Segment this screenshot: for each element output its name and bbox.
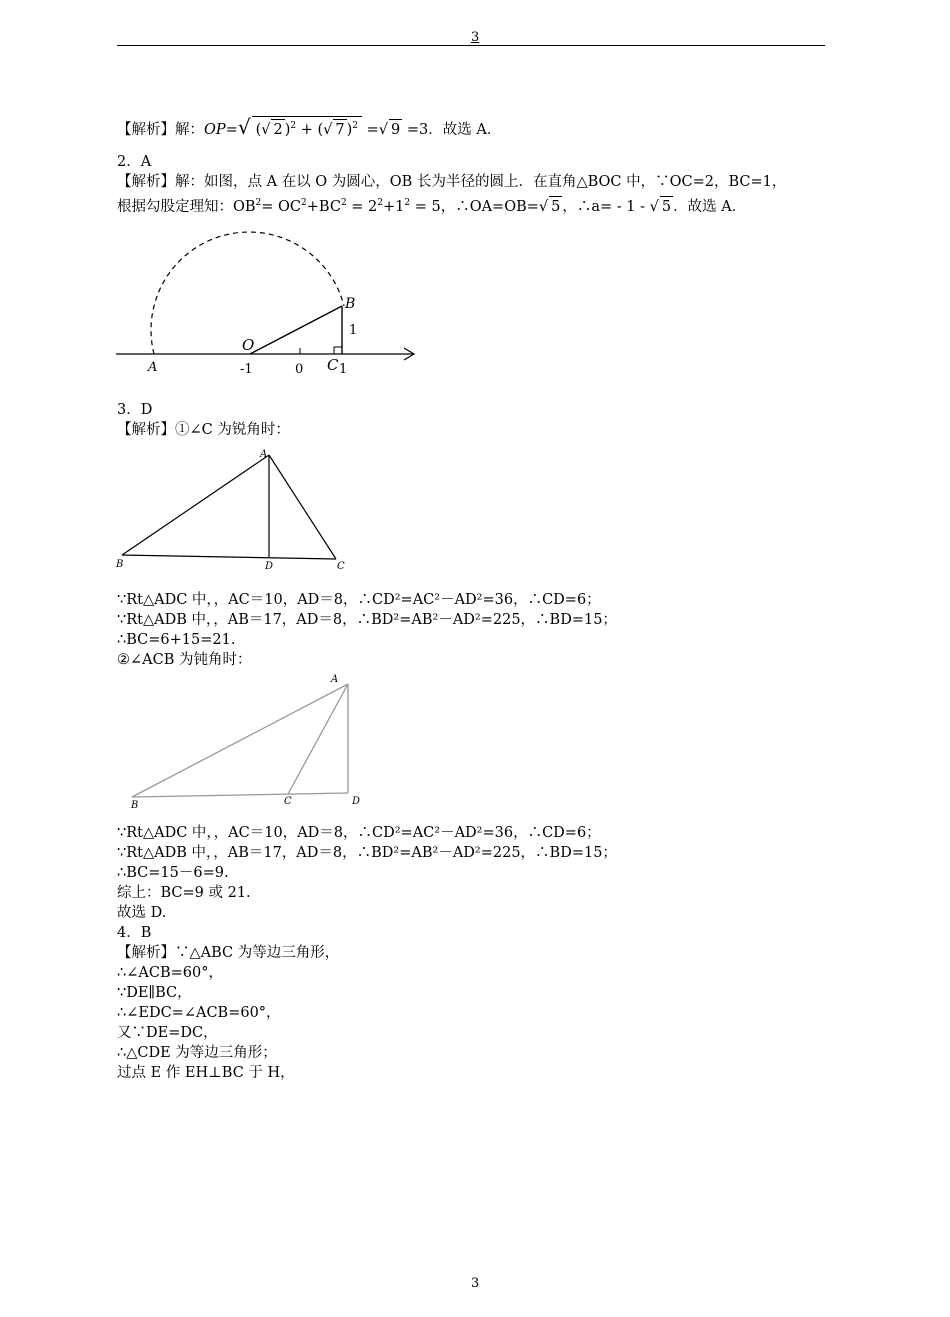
q3-c1-line2: ∵Rt△ADB 中，，AB＝17，AD＝8，∴BD²=AB²－AD²=225，∴BD=15；: [117, 612, 617, 628]
q1-op: OP: [204, 122, 226, 138]
q2-sq3: 2: [340, 198, 347, 209]
q3-answer: 故选 D.: [117, 905, 167, 921]
q1-seven: 7: [333, 119, 346, 140]
side-BC: [122, 555, 336, 559]
q2-l2-h: ，∴a= - 1 -: [562, 199, 650, 215]
side-AC: [269, 455, 336, 559]
q3-case2: ②∠ACB 为钝角时：: [117, 652, 252, 668]
segment-OB: [250, 306, 342, 354]
q3-c2-line3: ∴BC=15－6=9.: [117, 865, 229, 881]
q3-summary: 综上：BC=9 或 21.: [117, 885, 251, 901]
q1-result: 3．故选 A．: [419, 122, 502, 138]
q2-sq4: 2: [377, 198, 383, 209]
right-angle-mark: [334, 347, 342, 354]
fig2-label-B: B: [131, 800, 139, 811]
q3-heading: 3．D: [117, 402, 153, 418]
q2-l2-e: +1: [383, 199, 405, 215]
header-rule: [117, 45, 825, 46]
fig1-label-D: D: [265, 561, 274, 572]
fig2-label-A: A: [331, 674, 339, 685]
q2-sq5: 2: [404, 198, 411, 209]
label-A: A: [148, 360, 158, 375]
q1-solution: 【解析】解：OP=√ (√ 2 )$^2$ + (√ 7 )$^2$ =√ 9 =3．故选 A．: [117, 116, 501, 142]
label-side-1: 1: [349, 323, 358, 338]
q4-line4: ∴∠EDC=∠ACB=60°，: [117, 1005, 281, 1021]
side-AC-2: [288, 684, 348, 794]
q1-sq-a: 2: [290, 121, 297, 132]
side-AB: [122, 455, 269, 555]
q2-figure: [112, 228, 422, 380]
q4-line6: ∴△CDE 为等边三角形；: [117, 1045, 277, 1061]
outer-radical-icon: √: [237, 115, 251, 139]
q4-heading: 4．B: [117, 925, 152, 941]
q2-l2-b: = OC: [261, 199, 302, 215]
q2-l2-a: 根据勾股定理知：OB: [117, 199, 256, 215]
q2-l2-j: ．故选 A．: [673, 199, 747, 215]
q2-l2-f: = 5，∴OA=OB=: [410, 199, 539, 215]
label-O: O: [242, 336, 255, 354]
q2-sqrt5-b: 5: [660, 196, 673, 217]
q2-sq2: 2: [301, 198, 307, 209]
q4-line2: ∴∠ACB=60°，: [117, 965, 223, 981]
q3-figure-obtuse: [112, 672, 372, 812]
q3-c2-line2: ∵Rt△ADB 中，，AB＝17，AD＝8，∴BD²=AB²－AD²=225，∴BD=15；: [117, 845, 617, 861]
q1-two: 2: [271, 119, 284, 140]
q4-line5: 又∵DE=DC，: [117, 1025, 218, 1041]
tick-label-0: 0: [295, 362, 304, 377]
q4-line7: 过点 E 作 EH⊥BC 于 H，: [117, 1065, 295, 1081]
fig1-label-A: A: [260, 449, 268, 460]
q1-prefix: 【解析】解：: [117, 122, 204, 138]
side-BD-2: [132, 793, 348, 797]
label-C: C: [327, 356, 339, 374]
q1-sq-b: 2: [352, 121, 359, 132]
q1-radicand: (√ 2 )$^2$ + (√ 7 )$^2$: [252, 116, 362, 142]
q2-line1: 【解析】解：如图，点 A 在以 O 为圆心，OB 长为半径的圆上．在直角△BOC 中，∵OC=2，BC=1，: [117, 174, 787, 190]
q2-l2-c: +BC: [306, 199, 341, 215]
header-page-number: 3: [471, 30, 480, 45]
tick-label-1: 1: [339, 362, 348, 377]
q2-l2-d: = 2: [346, 199, 378, 215]
q3-c2-line1: ∵Rt△ADC 中，，AC＝10，AD＝8，∴CD²=AC²－AD²=36，∴CD=6；: [117, 825, 601, 841]
label-B: B: [345, 296, 356, 312]
q3-c1-line3: ∴BC=6+15=21.: [117, 632, 236, 648]
q4-line1: 【解析】∵△ABC 为等边三角形，: [117, 945, 340, 961]
fig1-label-B: B: [116, 559, 124, 570]
q3-case1: 【解析】①∠C 为锐角时：: [117, 422, 290, 438]
fig1-label-C: C: [337, 561, 345, 572]
q2-sq1: 2: [255, 198, 262, 209]
q3-c1-line1: ∵Rt△ADC 中，，AC＝10，AD＝8，∴CD²=AC²－AD²=36，∴CD=6；: [117, 592, 601, 608]
q4-line3: ∵DE∥BC，: [117, 985, 192, 1001]
q1-eq: =: [225, 122, 238, 138]
q2-line2: 根据勾股定理知：$OB^2= OC^2+BC^2 = 2^2+1^2 = 5$，∴OA=OB=√ 5 ，∴a= - 1 - √ 5 ．故选 A．: [117, 196, 746, 217]
q2-sqrt5-a: 5: [549, 196, 562, 217]
q1-nine: 9: [389, 119, 402, 140]
q2-heading: 2．A: [117, 154, 152, 170]
side-AB-2: [132, 684, 348, 797]
fig2-label-D: D: [352, 796, 361, 807]
footer-page-number: 3: [471, 1276, 480, 1291]
fig2-label-C: C: [284, 796, 292, 807]
q3-figure-acute: [112, 445, 362, 575]
tick-label-neg1: -1: [240, 362, 253, 377]
